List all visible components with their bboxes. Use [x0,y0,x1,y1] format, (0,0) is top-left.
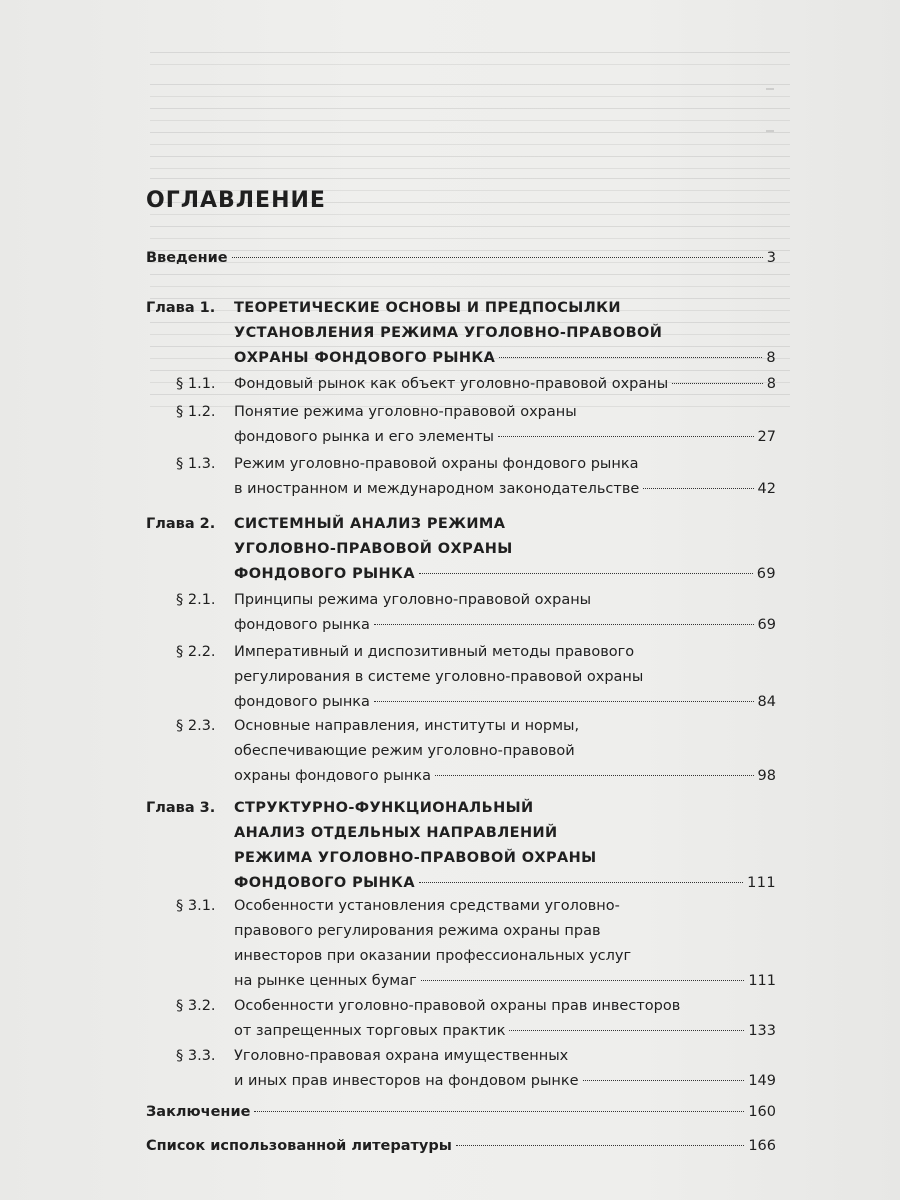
dot-leader [456,1145,744,1146]
chapter-title-line: ФОНДОВОГО РЫНКА [234,566,415,582]
page-number: 8 [766,350,776,366]
dot-leader [232,257,763,258]
toc-chapter-1[interactable] [146,296,776,371]
section-label: § 1.3. [176,456,216,472]
dot-leader [509,1030,744,1031]
dot-leader [498,436,754,437]
chapter-label: Глава 3. [146,800,216,816]
dot-leader [421,980,745,981]
entry-title: Заключение [146,1104,251,1120]
toc-entry-bibliography[interactable] [146,1134,776,1159]
page-number: 27 [757,429,776,445]
section-label: § 3.3. [176,1048,216,1064]
section-label: § 1.1. [176,376,216,392]
chapter-title-line: ФОНДОВОГО РЫНКА [234,875,415,891]
toc-heading: ОГЛАВЛЕНИЕ [146,188,326,213]
dot-leader [254,1111,744,1112]
page-number: 8 [766,376,776,392]
page-number: 69 [756,566,776,582]
section-label: § 2.3. [176,718,216,734]
page-number: 111 [748,973,776,989]
page-number: 42 [757,481,776,497]
dot-leader [583,1080,745,1081]
section-title-line: Принципы режима уголовно-правовой охраны [234,592,592,608]
dot-leader [499,357,762,358]
page-number: 133 [748,1023,776,1039]
section-label: § 3.1. [176,898,216,914]
toc-chapter-3[interactable] [146,796,776,896]
toc-section-3-1[interactable] [146,894,776,994]
toc-entry-conclusion[interactable] [146,1100,776,1125]
entry-title: Список использованной литературы [146,1138,452,1154]
section-title-line: Особенности уголовно-правовой охраны прав инвесторов [234,998,681,1014]
dot-leader [672,383,763,384]
toc-entry-intro[interactable] [146,246,776,271]
page-number: 98 [757,768,776,784]
toc-section-3-2[interactable] [146,994,776,1044]
section-title-line: фондового рынка [234,694,370,710]
toc-section-2-3[interactable] [146,714,776,789]
chapter-title-line: СТРУКТУРНО-ФУНКЦИОНАЛЬНЫЙ [234,800,534,816]
section-title-line: и иных прав инвесторов на фондовом рынке [234,1073,579,1089]
edge-mark [766,88,774,90]
section-title-line: Особенности установления средствами уголовно- [234,898,620,914]
entry-title: Введение [146,250,228,266]
chapter-title-line: ТЕОРЕТИЧЕСКИЕ ОСНОВЫ И ПРЕДПОСЫЛКИ [234,300,621,316]
page-number: 166 [748,1138,776,1154]
section-title-line: охраны фондового рынка [234,768,432,784]
section-title-line: от запрещенных торговых практик [234,1023,506,1039]
edge-mark [766,130,774,132]
section-title-line: на рынке ценных бумаг [234,973,417,989]
section-title-line: Фондовый рынок как объект уголовно-правовой охраны [234,376,669,392]
section-title-line: Уголовно-правовая охрана имущественных [234,1048,569,1064]
section-title-line: Основные направления, институты и нормы, [234,718,580,734]
toc-chapter-2[interactable] [146,512,776,587]
section-title-line: Понятие режима уголовно-правовой охраны [234,404,577,420]
page-number: 69 [757,617,776,633]
chapter-title-line: ОХРАНЫ ФОНДОВОГО РЫНКА [234,350,496,366]
toc-section-3-3[interactable] [146,1044,776,1094]
section-label: § 2.1. [176,592,216,608]
chapter-label: Глава 1. [146,300,216,316]
dot-leader [435,775,754,776]
dot-leader [643,488,753,489]
page-number: 160 [748,1104,776,1120]
section-title-line: фондового рынка [234,617,370,633]
section-label: § 1.2. [176,404,216,420]
toc-section-2-1[interactable] [146,588,776,638]
section-title-line: инвесторов при оказании профессиональных услуг [234,948,632,964]
dot-leader [374,624,754,625]
chapter-label: Глава 2. [146,516,216,532]
dot-leader [419,573,753,574]
toc-section-1-2[interactable] [146,400,776,450]
section-title-line: фондового рынка и его элементы [234,429,494,445]
section-title-line: обеспечивающие режим уголовно-правовой [234,743,575,759]
dot-leader [419,882,743,883]
section-title-line: Императивный и диспозитивный методы правового [234,644,635,660]
chapter-title-line: АНАЛИЗ ОТДЕЛЬНЫХ НАПРАВЛЕНИЙ [234,825,558,841]
section-title-line: правового регулирования режима охраны прав [234,923,601,939]
chapter-title-line: УГОЛОВНО-ПРАВОВОЙ ОХРАНЫ [234,541,513,557]
section-label: § 2.2. [176,644,216,660]
page-number: 3 [766,250,776,266]
page-number: 149 [748,1073,776,1089]
toc-section-1-3[interactable] [146,452,776,502]
section-title-line: в иностранном и международном законодательстве [234,481,640,497]
toc-section-1-1[interactable] [146,372,776,397]
page-number: 84 [757,694,776,710]
chapter-title-line: РЕЖИМА УГОЛОВНО-ПРАВОВОЙ ОХРАНЫ [234,850,597,866]
chapter-title-line: УСТАНОВЛЕНИЯ РЕЖИМА УГОЛОВНО-ПРАВОВОЙ [234,325,663,341]
page-number: 111 [747,875,776,891]
section-label: § 3.2. [176,998,216,1014]
chapter-title-line: СИСТЕМНЫЙ АНАЛИЗ РЕЖИМА [234,516,506,532]
section-title-line: регулирования в системе уголовно-правовой охраны [234,669,644,685]
dot-leader [374,701,754,702]
toc-section-2-2[interactable] [146,640,776,715]
section-title-line: Режим уголовно-правовой охраны фондового рынка [234,456,639,472]
